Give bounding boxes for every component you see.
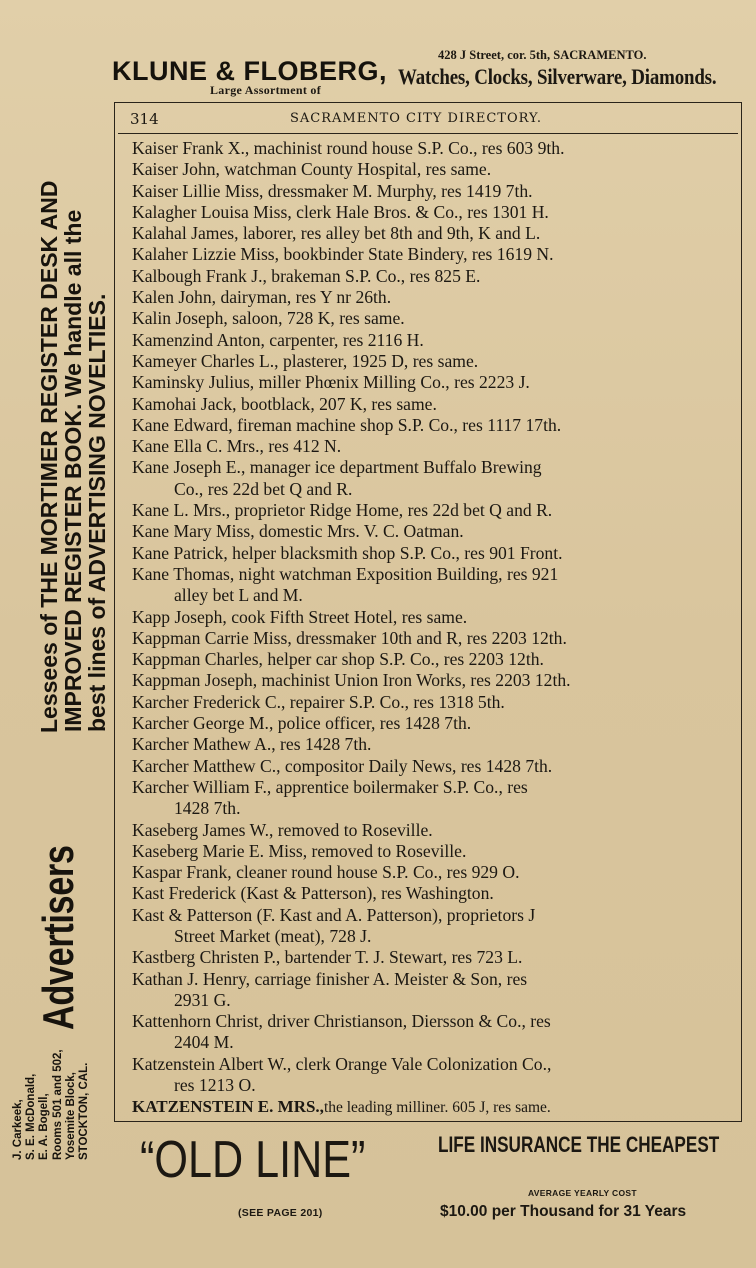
directory-entry: Kast & Patterson (F. Kast and A. Patterson), proprietors J (132, 904, 536, 925)
ad-entry-name: KATZENSTEIN E. MRS., (132, 1097, 324, 1117)
directory-entry: Kalaher Lizzie Miss, bookbinder State Bindery, res 1619 N. (132, 244, 554, 265)
footer-average-cost: AVERAGE YEARLY COST (528, 1188, 637, 1198)
page-title: SACRAMENTO CITY DIRECTORY. (290, 111, 543, 126)
running-head (130, 110, 730, 132)
directory-entry: Kaminsky Julius, miller Phœnix Milling Co., res 2223 J. (132, 372, 530, 393)
directory-entry: Karcher Frederick C., repairer S.P. Co., res 1318 5th. (132, 691, 505, 712)
directory-entry: Kane Mary Miss, domestic Mrs. V. C. Oatman. (132, 521, 464, 542)
directory-entry: Karcher George M., police officer, res 1428 7th. (132, 713, 472, 734)
directory-entry: Kalahal James, laborer, res alley bet 8th and 9th, K and L. (132, 223, 541, 244)
directory-entry: Kathan J. Henry, carriage finisher A. Meister & Son, res (132, 968, 528, 989)
directory-entry: Kapp Joseph, cook Fifth Street Hotel, res same. (132, 606, 468, 627)
ad-entry (132, 1096, 732, 1118)
directory-entry: Kamenzind Anton, carpenter, res 2116 H. (132, 329, 424, 350)
directory-entry: Kane L. Mrs., proprietor Ridge Home, res 22d bet Q and R. (132, 500, 553, 521)
footer-tagline: LIFE INSURANCE THE CHEAPEST (438, 1132, 720, 1157)
header-address: 428 J Street, cor. 5th, SACRAMENTO. (438, 48, 647, 62)
directory-entry: Kastberg Christen P., bartender T. J. Stewart, res 723 L. (132, 947, 523, 968)
entry-continuation: alley bet L and M. (174, 585, 303, 606)
directory-entry: Karcher Mathew A., res 1428 7th. (132, 734, 372, 755)
directory-entry: Kalin Joseph, saloon, 728 K, res same. (132, 308, 405, 329)
entry-continuation: 1428 7th. (174, 798, 241, 819)
footer-see-page: (SEE PAGE 201) (238, 1207, 323, 1219)
directory-entry: Kaseberg James W., removed to Roseville. (132, 819, 433, 840)
directory-entry: Kaseberg Marie E. Miss, removed to Roseville. (132, 840, 467, 861)
directory-entries (132, 138, 732, 1119)
entry-continuation: Street Market (meat), 728 J. (174, 925, 372, 946)
header-goods: Watches, Clocks, Silverware, Diamonds. (398, 64, 717, 89)
footer-rate: $10.00 per Thousand for 31 Years (440, 1203, 687, 1220)
directory-entry: Kappman Carrie Miss, dressmaker 10th and R, res 2203 12th. (132, 627, 567, 648)
directory-entry: Kane Patrick, helper blacksmith shop S.P. Co., res 901 Front. (132, 542, 563, 563)
directory-entry: Kane Thomas, night watchman Exposition Building, res 921 (132, 563, 559, 584)
ad-entry-text: the leading milliner. 605 J, res same. (323, 1099, 551, 1117)
side-ad-small-line: Rooms 501 and 502, (52, 1049, 64, 1160)
directory-entry: Kast Frederick (Kast & Patterson), res Washington. (132, 883, 494, 904)
divider (118, 133, 738, 134)
directory-entry: Kaspar Frank, cleaner round house S.P. Co., res 929 O. (132, 862, 520, 883)
side-ad-small-line: J. Carkeek, (12, 1099, 24, 1160)
side-ad-small-line: STOCKTON, CAL. (78, 1062, 90, 1160)
side-ad-line-1: Lessees of THE MORTIMER REGISTER DESK AND (36, 180, 62, 733)
entry-continuation: 2931 G. (174, 989, 231, 1010)
directory-entry: Kane Ella C. Mrs., res 412 N. (132, 436, 342, 457)
directory-entry: Kalbough Frank J., brakeman S.P. Co., res 825 E. (132, 265, 481, 286)
side-ad-small-line: S. E. McDonald, (25, 1073, 37, 1160)
directory-entry: Karcher William F., apprentice boilermaker S.P. Co., res (132, 776, 528, 797)
directory-entry: Kattenhorn Christ, driver Christianson, Diersson & Co., res (132, 1011, 551, 1032)
side-ad-line-2: IMPROVED REGISTER BOOK. We handle all the (60, 209, 86, 732)
directory-entry: Kaiser John, watchman County Hospital, res same. (132, 159, 492, 180)
directory-entry: Karcher Matthew C., compositor Daily News, res 1428 7th. (132, 755, 553, 776)
header-firm-name: KLUNE & FLOBERG, (112, 56, 387, 86)
directory-entry: Kaiser Lillie Miss, dressmaker M. Murphy, res 1419 7th. (132, 180, 533, 201)
side-ad-line-3: best lines of ADVERTISING NOVELTIES. (84, 293, 110, 732)
directory-entry: Kane Joseph E., manager ice department Buffalo Brewing (132, 457, 542, 478)
directory-entry: Kappman Joseph, machinist Union Iron Works, res 2203 12th. (132, 670, 571, 691)
entry-continuation: 2404 M. (174, 1032, 234, 1053)
directory-entry: Kaiser Frank X., machinist round house S.P. Co., res 603 9th. (132, 138, 565, 158)
page-number: 314 (130, 110, 159, 128)
directory-entry: Kane Edward, fireman machine shop S.P. Co., res 1117 17th. (132, 414, 562, 435)
entry-continuation: res 1213 O. (174, 1075, 256, 1096)
side-ad-title: Advertisers (34, 845, 83, 1030)
directory-entry: Kameyer Charles L., plasterer, 1925 D, res same. (132, 350, 479, 371)
header-assortment: Large Assortment of (210, 83, 322, 97)
directory-entry: Kalagher Louisa Miss, clerk Hale Bros. & Co., res 1301 H. (132, 201, 549, 222)
entry-continuation: Co., res 22d bet Q and R. (174, 478, 353, 499)
directory-entry: Kamohai Jack, bootblack, 207 K, res same. (132, 393, 437, 414)
directory-entry: Kalen John, dairyman, res Y nr 26th. (132, 287, 392, 308)
side-ad-small-line: Yosemite Block, (65, 1072, 77, 1160)
side-ad-small-line: E. A. Bogell, (38, 1093, 50, 1160)
directory-entry: Kappman Charles, helper car shop S.P. Co., res 2203 12th. (132, 649, 544, 670)
directory-entry: Katzenstein Albert W., clerk Orange Vale Colonization Co., (132, 1053, 552, 1074)
footer-brand: “OLD LINE” (140, 1131, 366, 1189)
